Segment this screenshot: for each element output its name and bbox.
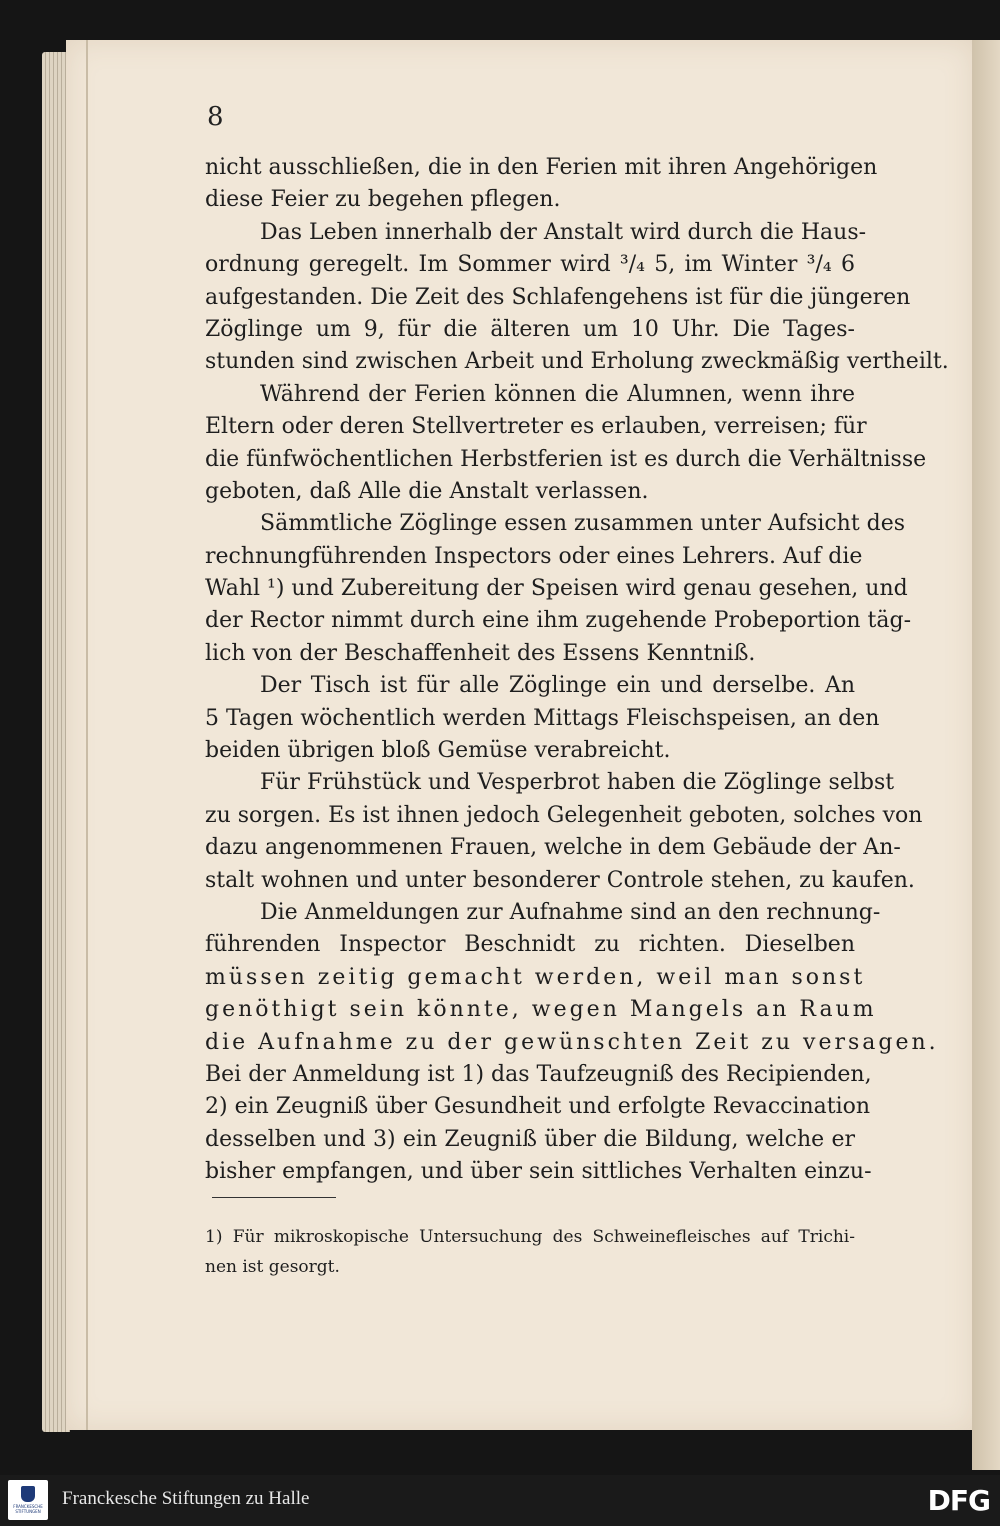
text-line: Zöglinge um 9, für die älteren um 10 Uhr. Die Tages- [205, 316, 855, 342]
text-line: müssen zeitig gemacht werden, weil man sonst [205, 964, 866, 990]
text-line: Eltern oder deren Stellvertreter es erlauben, verreisen; für [205, 414, 867, 440]
text-line: genöthigt sein könnte, wegen Mangels an Raum [205, 997, 877, 1023]
page-gutter [86, 40, 88, 1430]
text-line: ordnung geregelt. Im Sommer wird ³/₄ 5, im Winter ³/₄ 6 [205, 252, 855, 278]
text-line: rechnungführenden Inspectors oder eines Lehrers. Auf die [205, 543, 863, 569]
footnote-line: 1) Für mikroskopische Untersuchung des Schweinefleisches auf Trichi- [205, 1227, 855, 1247]
text-line: lich von der Beschaffenheit des Essens Kenntniß. [205, 640, 756, 666]
text-line: Während der Ferien können die Alumnen, wenn ihre [260, 381, 855, 407]
text-line: aufgestanden. Die Zeit des Schlafengehens ist für die jüngeren [205, 284, 911, 310]
facing-page-edge [972, 40, 1000, 1470]
text-line: beiden übrigen bloß Gemüse verabreicht. [205, 738, 671, 764]
text-line: geboten, daß Alle die Anstalt verlassen. [205, 478, 649, 504]
text-line: Sämmtliche Zöglinge essen zusammen unter Aufsicht des [260, 511, 906, 537]
text-line: 2) ein Zeugniß über Gesundheit und erfolgte Revaccination [205, 1094, 871, 1120]
logo-text: FRANCKESCHE STIFTUNGEN [13, 1504, 43, 1514]
text-line: die fünfwöchentlichen Herbstferien ist es durch die Verhältnisse [205, 446, 927, 472]
text-line: Die Anmeldungen zur Aufnahme sind an den rechnung- [260, 899, 881, 925]
body-text [205, 152, 949, 1189]
text-line: dazu angenommenen Frauen, welche in dem Gebäude der An- [205, 835, 901, 861]
text-line: Wahl ¹) und Zubereitung der Speisen wird genau gesehen, und [205, 576, 908, 602]
text-line: 5 Tagen wöchentlich werden Mittags Fleischspeisen, an den [205, 705, 880, 731]
text-line: zu sorgen. Es ist ihnen jedoch Gelegenheit geboten, solches von [205, 802, 923, 828]
text-line: bisher empfangen, und über sein sittliches Verhalten einzu- [205, 1159, 872, 1185]
text-line: Bei der Anmeldung ist 1) das Taufzeugniß des Recipienden, [205, 1061, 872, 1087]
text-line: Für Frühstück und Vesperbrot haben die Zöglinge selbst [260, 770, 895, 796]
text-line: stunden sind zwischen Arbeit und Erholung zweckmäßig vertheilt. [205, 349, 949, 375]
footnotes [205, 1222, 855, 1282]
text-line: führenden Inspector Beschnidt zu richten. Dieselben [205, 932, 855, 958]
text-line: der Rector nimmt durch eine ihm zugehende Probeportion täg- [205, 608, 912, 634]
footnote-rule [212, 1197, 336, 1198]
text-line: diese Feier zu begehen pflegen. [205, 187, 561, 213]
text-line: die Aufnahme zu der gewünschten Zeit zu versagen. [205, 1029, 939, 1055]
text-line: desselben und 3) ein Zeugniß über die Bildung, welche er [205, 1126, 855, 1152]
text-line: Das Leben innerhalb der Anstalt wird durch die Haus- [260, 219, 867, 245]
text-line: stalt wohnen und unter besonderer Controle stehen, zu kaufen. [205, 867, 915, 893]
page-number: 8 [207, 102, 224, 132]
text-line: nicht ausschließen, die in den Ferien mit ihren Angehörigen [205, 155, 878, 180]
institution-logo[interactable] [8, 1480, 48, 1520]
crest-icon [21, 1486, 35, 1502]
dfg-logo[interactable]: DFG [927, 1484, 990, 1517]
footnote-line: nen ist gesorgt. [205, 1257, 340, 1277]
viewer-footer [0, 1475, 1000, 1526]
institution-link[interactable]: Franckesche Stiftungen zu Halle [62, 1488, 310, 1509]
text-line: Der Tisch ist für alle Zöglinge ein und derselbe. An [260, 673, 855, 699]
